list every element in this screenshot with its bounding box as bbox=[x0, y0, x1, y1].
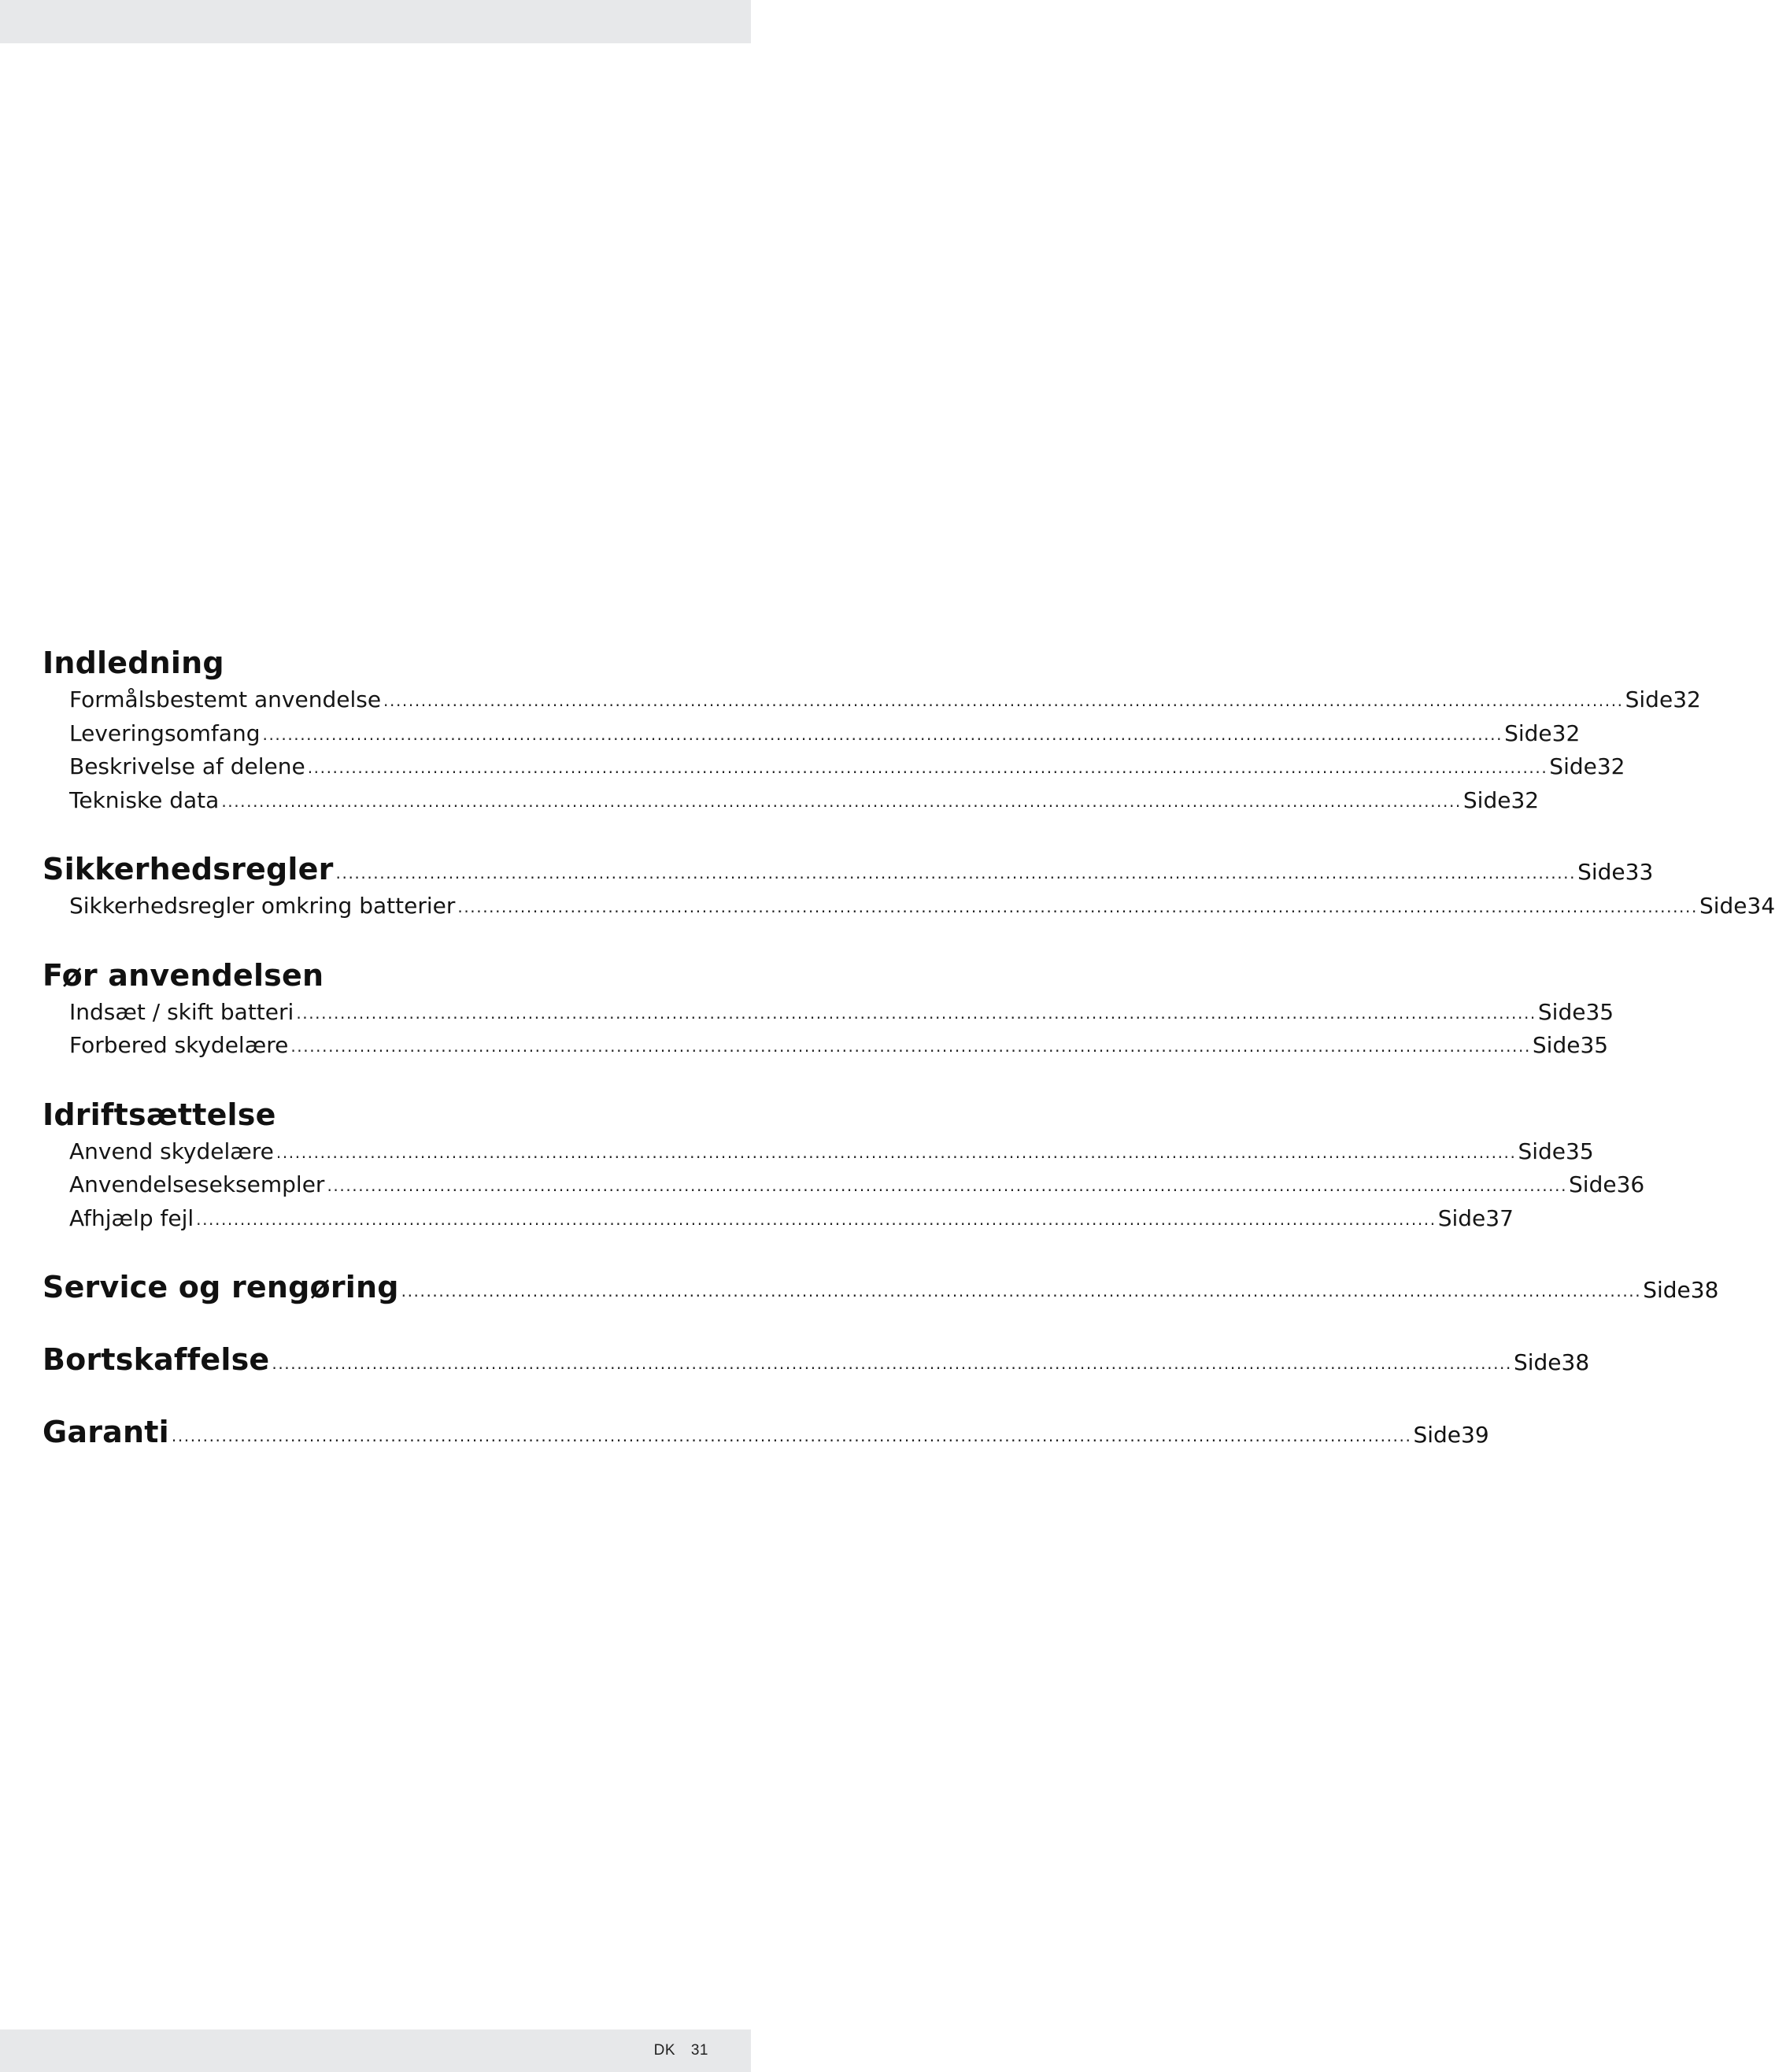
toc-entry-label: Indsæt / skift batteri bbox=[69, 998, 294, 1025]
toc-entry-label: Sikkerhedsregler omkring batterier bbox=[69, 893, 456, 919]
dot-leader: ...................................................................................................................................................................................................... bbox=[275, 1142, 1517, 1162]
toc-section-foer-anvendelsen bbox=[43, 957, 1614, 1066]
dot-leader: ...................................................................................................................................................................................................... bbox=[307, 758, 1548, 777]
toc-section-sikkerhedsregler bbox=[43, 852, 1775, 927]
toc-heading-line[interactable] bbox=[43, 1342, 1590, 1383]
section-heading: Sikkerhedsregler bbox=[43, 852, 334, 886]
section-heading: Bortskaffelse bbox=[43, 1342, 270, 1377]
toc-entry-side: Side bbox=[1699, 893, 1747, 919]
toc-heading-line bbox=[43, 646, 699, 686]
dot-leader: ...................................................................................................................................................................................................... bbox=[457, 897, 1698, 916]
toc-section-indledning bbox=[43, 646, 1701, 820]
toc-entry-page: 34 bbox=[1747, 893, 1775, 919]
toc-entry-page: 32 bbox=[1596, 753, 1625, 779]
dot-leader: ...................................................................................................................................................................................................... bbox=[335, 864, 1577, 882]
toc-entry-side: Side bbox=[1643, 1277, 1691, 1303]
toc-section-garanti bbox=[43, 1415, 1489, 1456]
toc-heading-line[interactable] bbox=[43, 1270, 1719, 1311]
toc-entry-page: 32 bbox=[1673, 686, 1701, 712]
dot-leader: ...................................................................................................................................................................................................... bbox=[262, 724, 1503, 744]
toc-entry-page: 36 bbox=[1616, 1171, 1645, 1197]
toc-entry-page: 32 bbox=[1551, 720, 1581, 746]
toc-section-idriftsaettelse bbox=[43, 1097, 1645, 1239]
dot-leader: ...................................................................................................................................................................................................... bbox=[296, 1003, 1536, 1023]
toc-entry-side: Side bbox=[1513, 1349, 1562, 1375]
toc-entry-page: 35 bbox=[1580, 1032, 1609, 1058]
toc-entry-side: Side bbox=[1577, 859, 1625, 885]
toc-entry-label: Tekniske data bbox=[69, 786, 220, 813]
toc-section-service bbox=[43, 1270, 1719, 1311]
dot-leader: ...................................................................................................................................................................................................... bbox=[327, 1176, 1568, 1195]
footer-page-number: 31 bbox=[690, 2042, 708, 2059]
toc-section-bortskaffelse bbox=[43, 1342, 1590, 1383]
section-heading: Indledning bbox=[43, 646, 224, 680]
toc-entry-label: Anvend skydelære bbox=[69, 1138, 274, 1164]
toc-entry-side: Side bbox=[1569, 1171, 1617, 1197]
toc-entry-label: Forbered skydelære bbox=[69, 1032, 289, 1058]
toc-entry[interactable] bbox=[43, 686, 1701, 720]
toc-entry-side: Side bbox=[1518, 1138, 1566, 1164]
footer-language-code: DK bbox=[653, 2042, 676, 2059]
toc-entry-label: Anvendelseseksempler bbox=[69, 1171, 325, 1197]
toc-heading-line[interactable] bbox=[43, 852, 1654, 893]
toc-entry-page: 35 bbox=[1566, 1138, 1594, 1164]
dot-leader: ...................................................................................................................................................................................................... bbox=[383, 691, 1624, 710]
toc-entry-side: Side bbox=[1504, 720, 1552, 746]
dot-leader: ...................................................................................................................................................................................................... bbox=[272, 1354, 1512, 1373]
toc-entry-page: 38 bbox=[1690, 1277, 1719, 1303]
toc-entry-label: Formålsbestemt anvendelse bbox=[69, 686, 382, 712]
toc-entry[interactable] bbox=[43, 998, 1614, 1033]
dot-leader: ...................................................................................................................................................................................................... bbox=[196, 1209, 1437, 1229]
toc-entry-side: Side bbox=[1625, 686, 1673, 712]
page-footer bbox=[654, 2029, 708, 2072]
section-heading: Garanti bbox=[43, 1415, 169, 1449]
toc-entry-side: Side bbox=[1532, 1032, 1581, 1058]
toc-entry-side: Side bbox=[1437, 1204, 1486, 1231]
toc-entry[interactable] bbox=[43, 1204, 1514, 1239]
toc-entry[interactable] bbox=[43, 786, 1540, 821]
toc-entry[interactable] bbox=[43, 1171, 1645, 1205]
toc-entry-side: Side bbox=[1549, 753, 1597, 779]
toc-entry[interactable] bbox=[43, 753, 1625, 787]
toc-entry-side: Side bbox=[1413, 1422, 1461, 1448]
toc-entry-page: 32 bbox=[1511, 786, 1540, 813]
section-heading: Idriftsættelse bbox=[43, 1097, 276, 1132]
section-heading: Før anvendelsen bbox=[43, 957, 324, 993]
toc-entry-page: 38 bbox=[1561, 1349, 1590, 1375]
dot-leader: ...................................................................................................................................................................................................... bbox=[290, 1037, 1531, 1056]
toc-entry-label: Afhjælp fejl bbox=[69, 1204, 194, 1231]
toc-entry-side: Side bbox=[1537, 998, 1586, 1025]
toc-entry-page: 37 bbox=[1485, 1204, 1514, 1231]
toc-entry-side: Side bbox=[1463, 786, 1511, 813]
toc-entry[interactable] bbox=[43, 893, 1775, 927]
section-heading: Service og rengøring bbox=[43, 1270, 399, 1304]
table-of-contents bbox=[43, 646, 1775, 1487]
toc-entry[interactable] bbox=[43, 1138, 1594, 1172]
toc-heading-line bbox=[43, 958, 699, 999]
toc-entry-page: 39 bbox=[1461, 1422, 1489, 1448]
top-margin-band bbox=[0, 0, 751, 43]
toc-entry-page: 35 bbox=[1585, 998, 1614, 1025]
dot-leader: ...................................................................................................................................................................................................... bbox=[221, 791, 1462, 811]
dot-leader: ...................................................................................................................................................................................................... bbox=[401, 1282, 1642, 1301]
toc-entry-label: Leveringsomfang bbox=[69, 720, 261, 746]
dot-leader: ...................................................................................................................................................................................................... bbox=[171, 1426, 1412, 1445]
toc-heading-line bbox=[43, 1097, 699, 1138]
toc-entry[interactable] bbox=[43, 720, 1581, 754]
bottom-margin-band bbox=[0, 2029, 751, 2072]
toc-entry-page: 33 bbox=[1625, 859, 1654, 885]
toc-entry[interactable] bbox=[43, 1032, 1609, 1066]
toc-heading-line[interactable] bbox=[43, 1415, 1489, 1456]
toc-entry-label: Beskrivelse af delene bbox=[69, 753, 305, 779]
